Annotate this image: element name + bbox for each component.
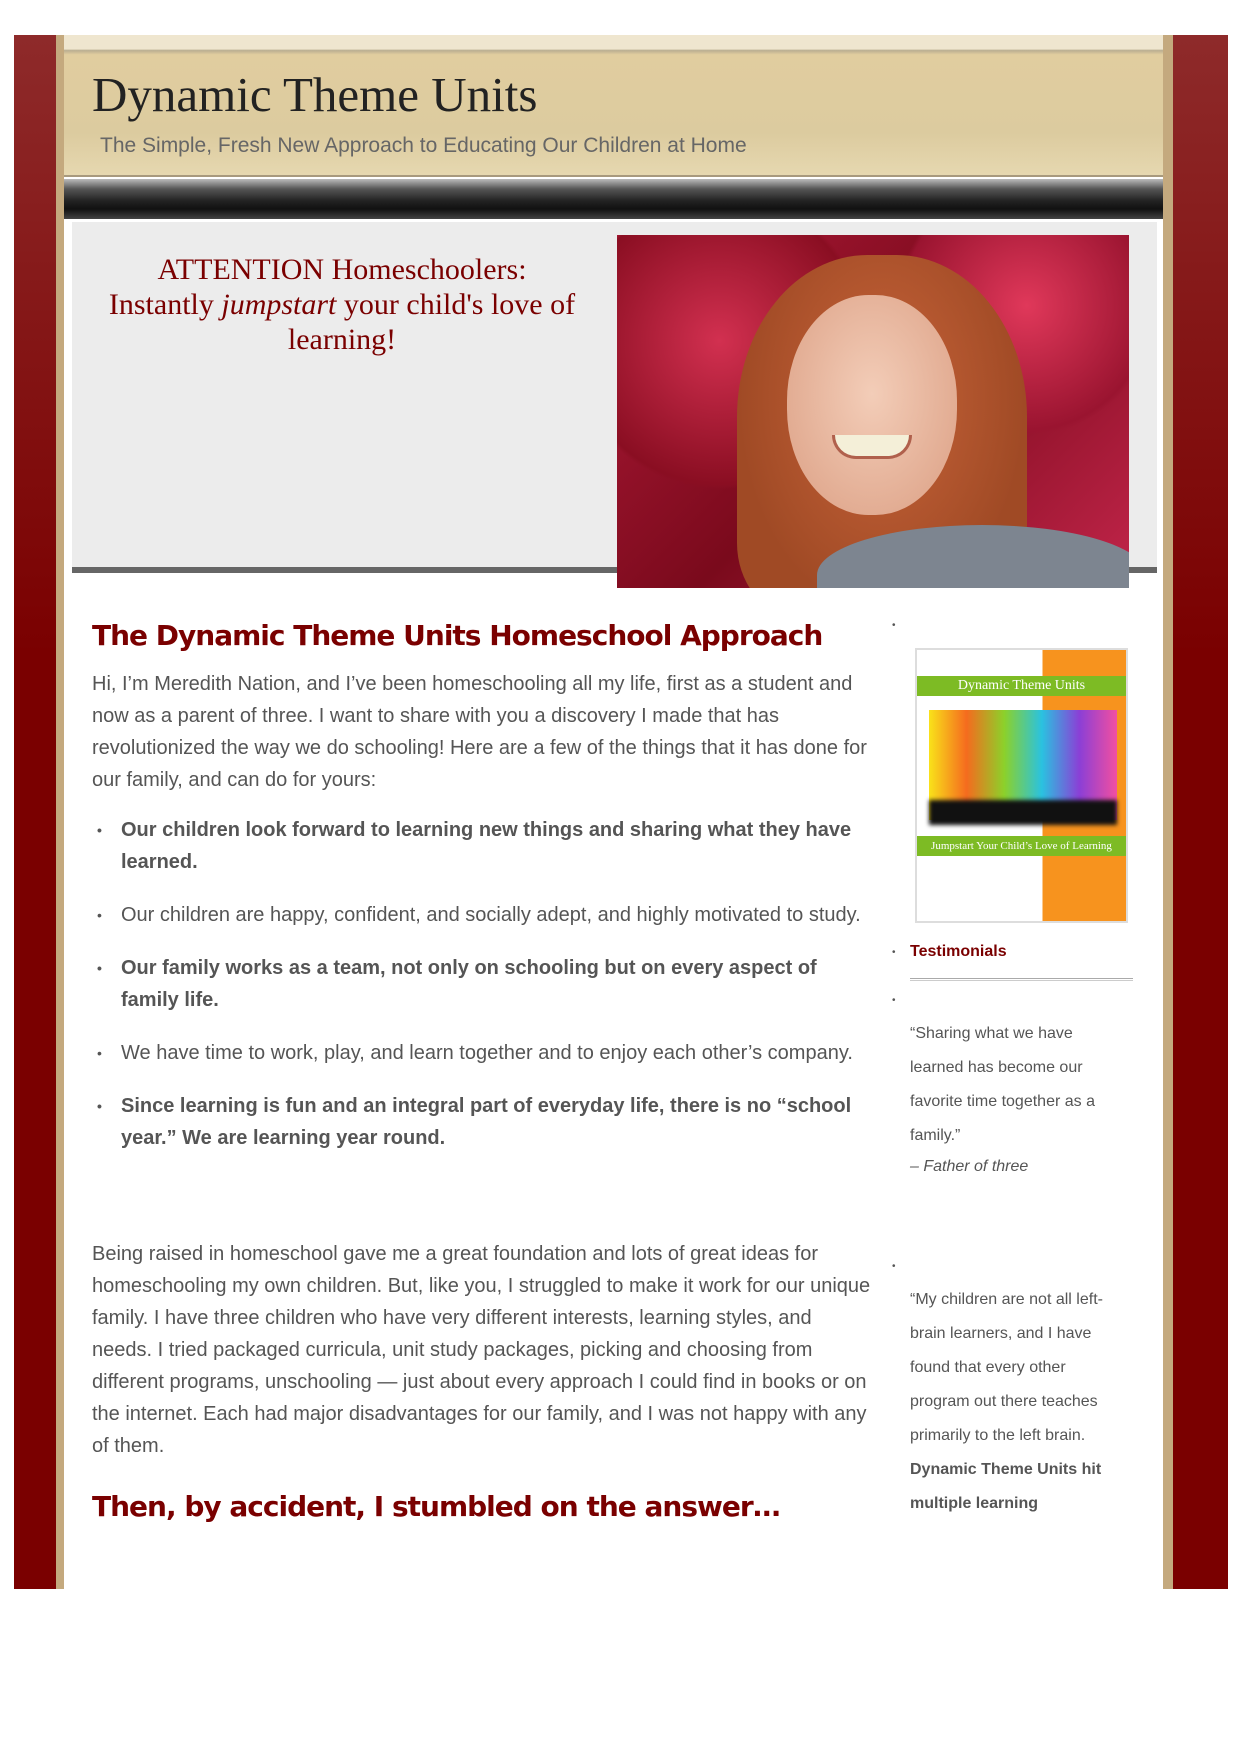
intro-paragraph: Hi, I’m Meredith Nation, and I’ve been homeschooling all my life, first as a student and now as a parent of three. I want to share with you a discovery I made that has revolutionized the way we do schooling! Here are a few of the things that it has done for our family, and can do for yours: (92, 673, 867, 791)
bullet-icon: • (892, 947, 896, 958)
hero-text: your child's love of learning! (287, 288, 576, 356)
list-item: • We have time to work, play, and learn together and to enjoy each other’s company. (92, 1037, 872, 1069)
hero-line2 (92, 287, 592, 357)
book-cover-image[interactable] (915, 648, 1128, 923)
hero-text: Instantly (108, 288, 222, 321)
testimonials-link[interactable]: Testimonials (910, 943, 1007, 960)
frame-left (14, 35, 58, 1589)
divider (910, 978, 1133, 981)
bullet-icon: • (892, 1261, 896, 1272)
nav-bar (64, 179, 1163, 219)
bullet-icon: • (892, 995, 896, 1006)
site-title[interactable]: Dynamic Theme Units (92, 67, 538, 122)
list-item: • Our children are happy, confident, and socially adept, and highly motivated to study. (92, 899, 872, 931)
bullet-icon: • (892, 620, 896, 631)
list-item: • Since learning is fun and an integral part of everyday life, there is no “school year.” We are learning year round. (92, 1090, 872, 1154)
frame-trim-left (56, 35, 64, 1589)
testimonial-1 (910, 1017, 1125, 1181)
testimonial-text: “Sharing what we have learned has become our favorite time together as a family.” (910, 1025, 1095, 1144)
list-item: • Our family works as a team, not only on schooling but on every aspect of family life. (92, 952, 872, 1016)
testimonial-2 (910, 1283, 1125, 1521)
testimonial-bold-text: Dynamic Theme Units hit multiple learning (910, 1461, 1102, 1512)
site-tagline: The Simple, Fresh New Approach to Educating Our Children at Home (100, 134, 747, 157)
photo-face (787, 295, 957, 515)
story-paragraph: Being raised in homeschool gave me a great foundation and lots of great ideas for homeschooling my own children. But, like you, I struggled to make it work for our unique family. I have three children who have very different interests, learning styles, and needs. I tried packaged curricula, unit study packages, picking and choosing from different programs, unschooling — just about every approach I could find in books or on the internet. Each had major disadvantages for our family, and I was not happy with any of them. (92, 1243, 871, 1457)
book-title: Dynamic Theme Units (917, 676, 1126, 696)
list-item: • Our children look forward to learning new things and sharing what they have learned. (92, 814, 872, 878)
hero-emphasis: jumpstart (221, 288, 337, 321)
author-photo (617, 235, 1129, 588)
section-heading-2: Then, by accident, I stumbled on the answer… (92, 1490, 780, 1523)
photo-smile (832, 435, 912, 459)
benefits-list (92, 814, 872, 1175)
testimonial-author: – Father of three (910, 1158, 1029, 1175)
frame-right (1173, 35, 1228, 1589)
hero-headline (92, 252, 592, 357)
frame-trim-right (1163, 35, 1173, 1589)
section-heading: The Dynamic Theme Units Homeschool Approach (92, 619, 823, 652)
testimonial-text: “My children are not all left-brain learners, and I have found that every other program out there teaches primarily to the left brain. (910, 1291, 1103, 1444)
book-subtitle: Jumpstart Your Child’s Love of Learning (917, 836, 1126, 856)
book-illustration-silhouette (929, 800, 1117, 825)
hero-line1: ATTENTION Homeschoolers: (157, 253, 527, 286)
